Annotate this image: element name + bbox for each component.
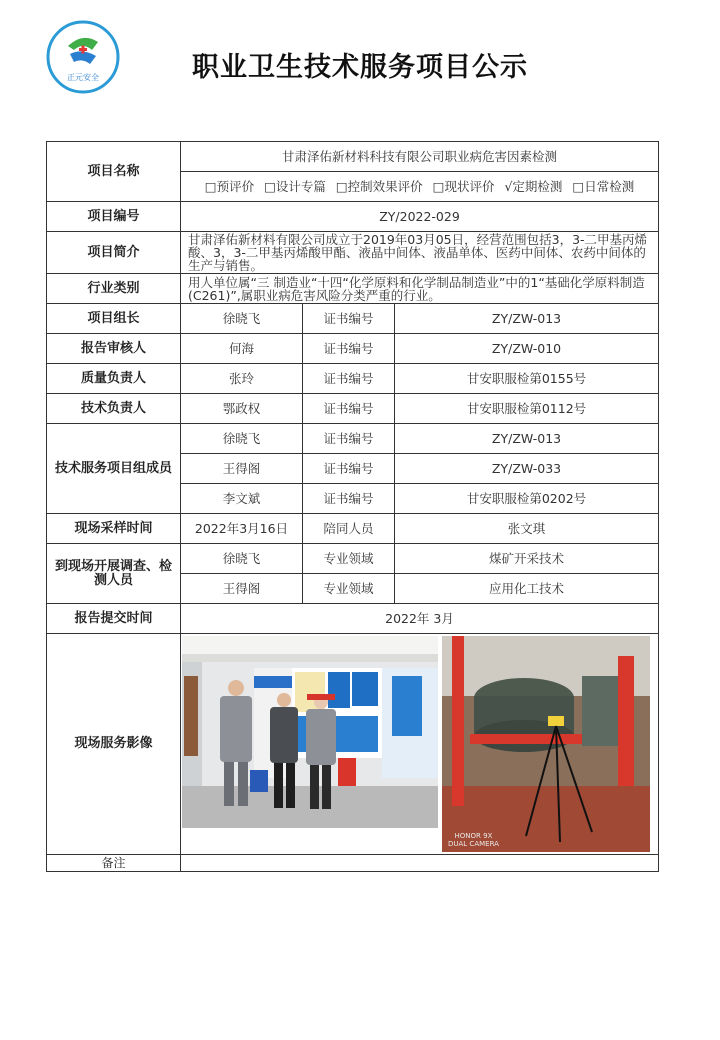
tech-cert: 甘安职服检第0112号 bbox=[395, 394, 659, 424]
remarks-value bbox=[181, 855, 659, 872]
industry-value: 用人单位属“三 制造业“十四“化学原料和化学制品制造业”中的1“基础化学原料制造(C261)”,属职业病危害风险分类严重的行业。 bbox=[181, 274, 659, 304]
cert-label: 证书编号 bbox=[303, 394, 395, 424]
option-pre-evaluation: □预评价 bbox=[204, 178, 255, 194]
option-status-evaluation: □现状评价 bbox=[432, 178, 495, 194]
project-name-label: 项目名称 bbox=[47, 142, 181, 202]
project-no-label: 项目编号 bbox=[47, 202, 181, 232]
evaluation-type-options bbox=[181, 172, 659, 202]
leader-cert: ZY/ZW-013 bbox=[395, 304, 659, 334]
reviewer-label: 报告审核人 bbox=[47, 334, 181, 364]
member-name: 徐晓飞 bbox=[181, 424, 303, 454]
member-cert: ZY/ZW-013 bbox=[395, 424, 659, 454]
option-design-special: □设计专篇 bbox=[264, 178, 326, 194]
field-label: 专业领域 bbox=[303, 574, 395, 604]
sampling-date: 2022年3月16日 bbox=[181, 514, 303, 544]
member-name: 王得阁 bbox=[181, 454, 303, 484]
camera-watermark: HONOR 9X DUAL CAMERA bbox=[448, 832, 499, 848]
project-no-value: ZY/2022-029 bbox=[181, 202, 659, 232]
sampling-label: 现场采样时间 bbox=[47, 514, 181, 544]
remarks-label: 备注 bbox=[47, 855, 181, 872]
member-name: 李文斌 bbox=[181, 484, 303, 514]
tech-label: 技术负责人 bbox=[47, 394, 181, 424]
summary-label: 项目简介 bbox=[47, 232, 181, 274]
leader-name: 徐晓飞 bbox=[181, 304, 303, 334]
summary-value: 甘肃泽佑新材料有限公司成立于2019年03月05日，经营范围包括3，3-二甲基丙烯酸、3，3-二甲基丙烯酸甲酯、液晶中间体、液晶单体、医药中间体、农药中间体的生产与销售。 bbox=[181, 232, 659, 274]
images-label: 现场服务影像 bbox=[47, 634, 181, 855]
page-title: 职业卫生技术服务项目公示 bbox=[192, 52, 528, 83]
cert-label: 证书编号 bbox=[303, 454, 395, 484]
member-cert: 甘安职服检第0202号 bbox=[395, 484, 659, 514]
option-control-effect: □控制效果评价 bbox=[335, 178, 423, 194]
option-daily-detection: □日常检测 bbox=[572, 178, 635, 194]
report-date-label: 报告提交时间 bbox=[47, 604, 181, 634]
cert-label: 证书编号 bbox=[303, 304, 395, 334]
companion-name: 张文琪 bbox=[395, 514, 659, 544]
cert-label: 证书编号 bbox=[303, 334, 395, 364]
quality-label: 质量负责人 bbox=[47, 364, 181, 394]
site-photo-team bbox=[182, 636, 438, 828]
survey-label: 到现场开展调查、检测人员 bbox=[47, 544, 181, 604]
field-label: 专业领域 bbox=[303, 544, 395, 574]
survey-name: 徐晓飞 bbox=[181, 544, 303, 574]
survey-name: 王得阁 bbox=[181, 574, 303, 604]
reviewer-cert: ZY/ZW-010 bbox=[395, 334, 659, 364]
leader-label: 项目组长 bbox=[47, 304, 181, 334]
site-photo-equipment bbox=[442, 636, 650, 852]
quality-cert: 甘安职服检第0155号 bbox=[395, 364, 659, 394]
survey-field: 煤矿开采技术 bbox=[395, 544, 659, 574]
member-cert: ZY/ZW-033 bbox=[395, 454, 659, 484]
images-cell bbox=[181, 634, 659, 855]
quality-name: 张玲 bbox=[181, 364, 303, 394]
cert-label: 证书编号 bbox=[303, 364, 395, 394]
industry-label: 行业类别 bbox=[47, 274, 181, 304]
svg-text:正元安全: 正元安全 bbox=[67, 73, 99, 82]
tech-name: 鄂政权 bbox=[181, 394, 303, 424]
project-name-value: 甘肃泽佑新材料科技有限公司职业病危害因素检测 bbox=[181, 142, 659, 172]
cert-label: 证书编号 bbox=[303, 484, 395, 514]
cert-label: 证书编号 bbox=[303, 424, 395, 454]
companion-label: 陪同人员 bbox=[303, 514, 395, 544]
survey-field: 应用化工技术 bbox=[395, 574, 659, 604]
option-periodic-detection: √定期检测 bbox=[504, 178, 563, 194]
reviewer-name: 何海 bbox=[181, 334, 303, 364]
members-label: 技术服务项目组成员 bbox=[47, 424, 181, 514]
report-date-value: 2022年 3月 bbox=[181, 604, 659, 634]
project-info-table bbox=[46, 141, 659, 872]
